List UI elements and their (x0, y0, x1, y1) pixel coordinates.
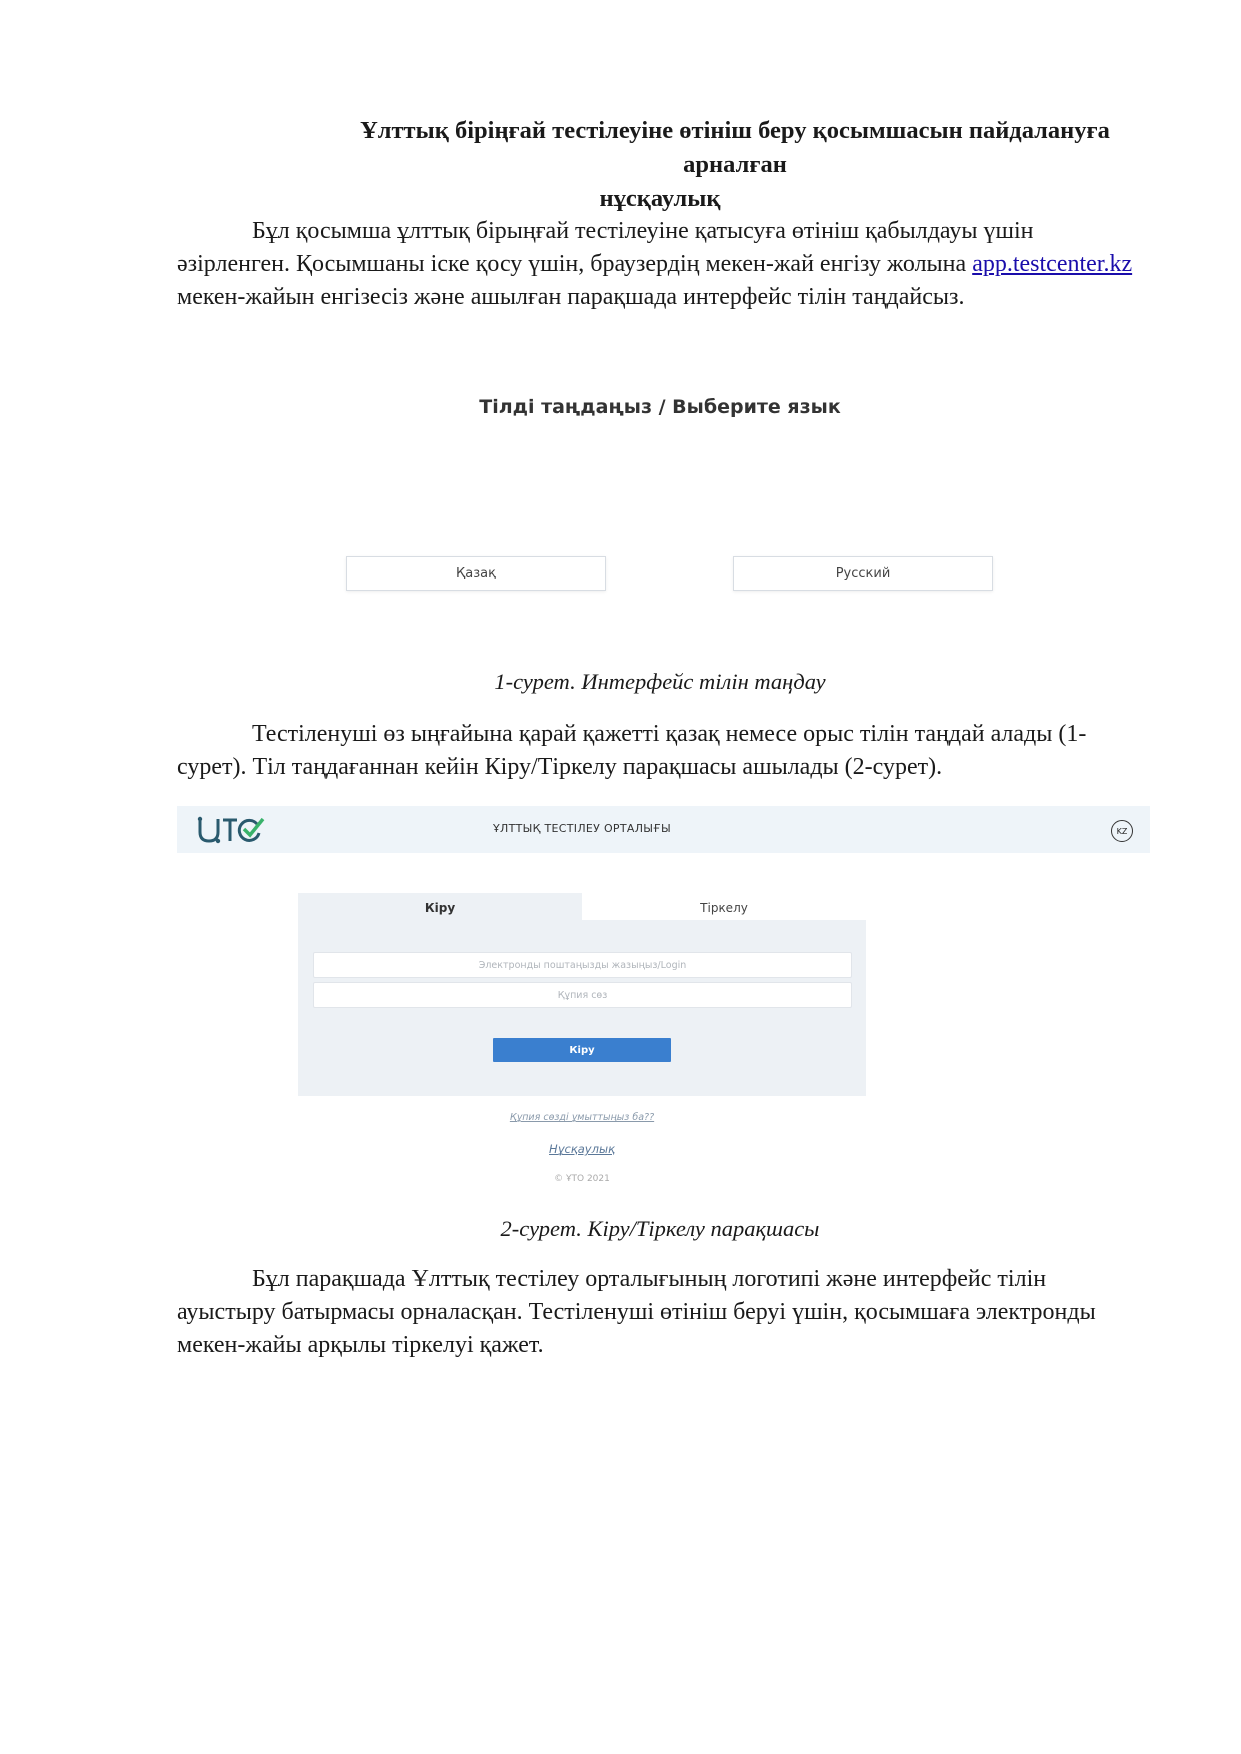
registration-paragraph-text: Бұл парақшада Ұлттық тестілеу орталығының логотипі және интерфейс тілін ауыстыру батырмасы орналасқан. Тестіленуші өтініш беруі үшін, қосымшаға электронды мекен-жайы арқылы тіркелуі қажет. (177, 1266, 1096, 1358)
language-select-heading: Тілді таңдаңыз / Выберите язык (479, 396, 841, 418)
figure2-caption: 2-сурет. Кіру/Тіркелу парақшасы (500, 1216, 820, 1241)
header-title: ҰЛТТЫҚ ТЕСТІЛЕУ ОРТАЛЫҒЫ (492, 822, 672, 835)
russian-language-button[interactable]: Русский (733, 556, 993, 591)
figure1-caption: 1-сурет. Интерфейс тілін таңдау (494, 669, 826, 694)
tab-register[interactable]: Тіркелу (582, 893, 866, 922)
registration-paragraph (177, 1263, 1137, 1362)
login-button[interactable]: Кіру (493, 1038, 671, 1062)
tab-login[interactable]: Кіру (298, 893, 582, 922)
copyright-text: © ҰТО 2021 (554, 1174, 610, 1184)
intro-text-a: Бұл қосымша ұлттық бірыңғай тестілеуіне қатысуға өтініш қабылдауы үшін әзірленген. Қосымшаны іске қосу үшін, браузердің мекен-жай енгізу жолына (177, 218, 1034, 277)
language-toggle-button[interactable]: KZ (1111, 820, 1133, 842)
intro-text-b: мекен-жайын енгізесіз және ашылған парақшада интерфейс тілін таңдайсыз. (177, 284, 965, 310)
email-field[interactable]: Электронды поштаңызды жазыңыз/Login (313, 952, 852, 978)
forgot-password-link[interactable]: Құпия сөзді ұмыттыңыз ба?? (509, 1112, 655, 1123)
testcenter-link[interactable]: app.testcenter.kz (972, 251, 1133, 277)
document-title-line2: нұсқаулық (599, 185, 721, 212)
login-panel (298, 920, 866, 1096)
language-paragraph-text: Тестіленуші өз ыңғайына қарай қажетті қазақ немесе орыс тілін таңдай алады (1-сурет). Тіл таңдағаннан кейін Кіру/Тіркелу парақшасы ашылады (2-сурет). (177, 721, 1087, 780)
kazakh-language-button[interactable]: Қазақ (346, 556, 606, 591)
guide-link[interactable]: Нұсқаулық (549, 1142, 615, 1156)
password-field[interactable]: Құпия сөз (313, 982, 852, 1008)
intro-paragraph (177, 215, 1137, 314)
document-title-line1: Ұлттық бірiңғай тестілеуіне өтініш беру қосымшасын пайдалануға арналған (360, 117, 1110, 178)
language-paragraph (177, 718, 1137, 784)
document-title (160, 114, 1160, 216)
